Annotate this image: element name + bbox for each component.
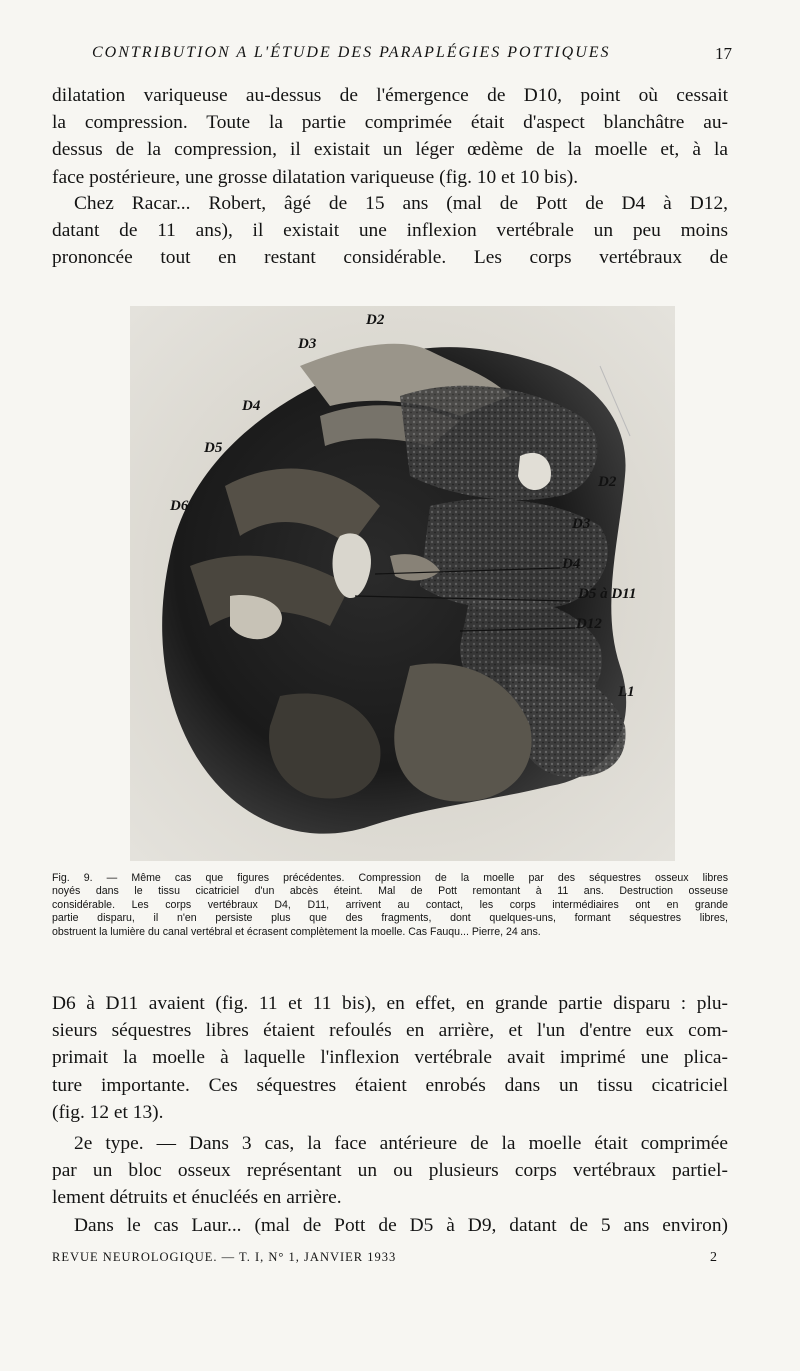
label-d2-top: D2 [366, 312, 385, 328]
text-line: 2e type. — Dans 3 cas, la face antérieure de la moelle était comprimée [74, 1133, 728, 1154]
text-line: la compression. Toute la partie comprimée était d'aspect blanchâtre au- [52, 112, 728, 134]
text-line: face postérieure, une grosse dilatation variqueuse (fig. 10 et 10 bis). [52, 166, 579, 188]
paragraph-3 [52, 990, 728, 1126]
text-line: ture importante. Ces séquestres étaient enrobés dans un tissu cicatriciel [52, 1074, 728, 1096]
text-line: par un bloc osseux représentant un ou plusieurs corps vertébraux partiel- [52, 1160, 728, 1182]
text-line: (fig. 12 et 13). [52, 1101, 164, 1123]
text-line: D6 à D11 avaient (fig. 11 et 11 bis), en effet, en grande partie disparu : plu- [52, 993, 728, 1014]
label-d4-left: D4 [242, 398, 261, 414]
label-d5-left: D5 [204, 440, 223, 456]
figure-caption [52, 872, 728, 939]
label-d5-d11-right: D5 à D11 [578, 586, 637, 602]
label-d6-left: D6 [170, 498, 189, 514]
specimen-photograph [130, 306, 675, 861]
label-l1-right: L1 [618, 684, 635, 700]
text-line: dessus de la compression, il existait un léger œdème de la moelle et, à la [52, 139, 728, 161]
running-head [52, 44, 732, 68]
text-line: prononcée tout en restant considérable. Les corps vertébraux de [52, 247, 728, 269]
caption-line: Fig. 9. — Même cas que figures précédentes. Compression de la moelle par des séquestres osseux libres [52, 872, 728, 884]
text-line: Chez Racar... Robert, âgé de 15 ans (mal de Pott de D4 à D12, [74, 193, 728, 214]
signature-mark: 2 [710, 1250, 718, 1265]
paragraph-4 [52, 1130, 728, 1239]
caption-line: considérable. Les corps vertébraux D4, D11, arrivent au contact, les corps intermédiaires ont en grande [52, 898, 728, 911]
text-line: datant de 11 ans), il existait une inflexion vertébrale un peu moins [52, 220, 728, 242]
text-line: sieurs séquestres libres étaient refoulés en arrière, et l'un d'entre eux com- [52, 1020, 728, 1042]
text-line: lement détruits et énucléés en arrière. [52, 1187, 342, 1209]
page-number: 17 [715, 44, 732, 63]
caption-line: noyés dans le tissu cicatriciel d'un abcès éteint. Mal de Pott remontant à 11 ans. Destruction osseuse [52, 885, 728, 898]
caption-line: partie disparu, il n'en persiste plus que des fragments, dont quelques-uns, formant séquestres libres, [52, 912, 728, 925]
label-d3-right: D3 [572, 516, 591, 532]
label-d12-right: D12 [576, 616, 602, 632]
journal-reference: REVUE NEUROLOGIQUE. — T. I, N° 1, JANVIER 1933 [52, 1250, 397, 1264]
text-line: primait la moelle à laquelle l'inflexion vertébrale avait imprimé une plica- [52, 1047, 728, 1069]
paragraph-1 [52, 82, 728, 191]
caption-line: obstruent la lumière du canal vertébral et écrasent complètement la moelle. Cas Fauqu... Pierre, 24 ans. [52, 925, 541, 938]
label-d2-right: D2 [598, 474, 617, 490]
label-d3-top: D3 [298, 336, 317, 352]
paragraph-2 [52, 190, 728, 272]
running-title: CONTRIBUTION A L'ÉTUDE DES PARAPLÉGIES POTTIQUES [92, 44, 611, 61]
page-footer [52, 1250, 728, 1272]
label-d4-right: D4 [562, 556, 581, 572]
text-line: Dans le cas Laur... (mal de Pott de D5 à D9, datant de 5 ans environ) [74, 1214, 728, 1236]
specimen-photo-drawing [130, 306, 675, 861]
text-line: dilatation variqueuse au-dessus de l'émergence de D10, point où cessait [52, 85, 728, 106]
